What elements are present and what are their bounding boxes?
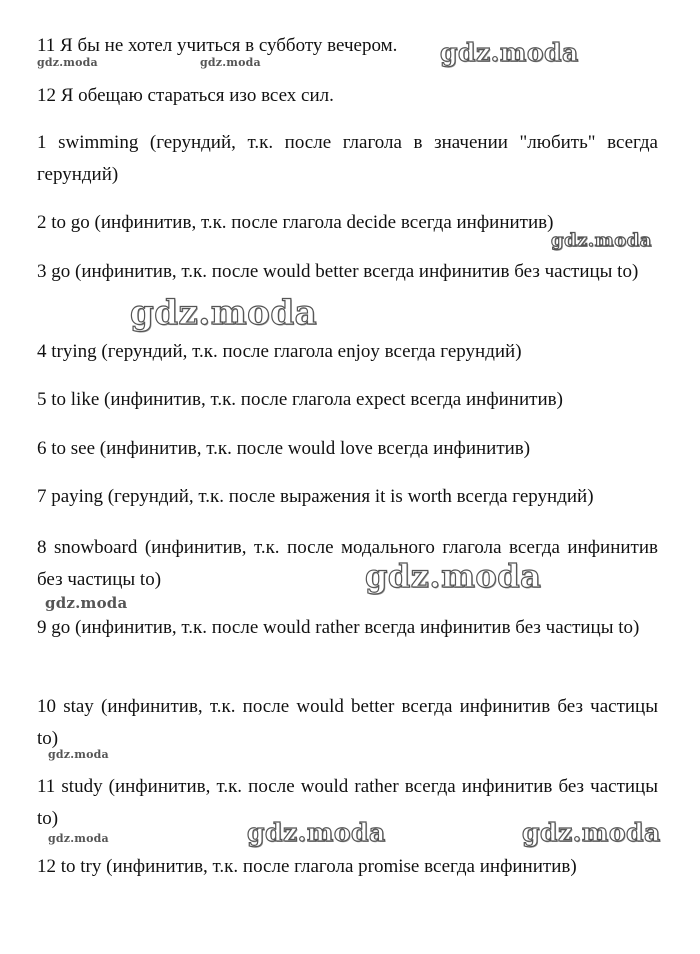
paragraph-9: 7 paying (герундий, т.к. после выражения it is worth всегда герундий) bbox=[37, 486, 594, 507]
watermark-small: gdz.moda bbox=[45, 594, 128, 612]
paragraph-11: 9 go (инфинитив, т.к. после would rather всегда инфинитив без частицы to) bbox=[37, 617, 640, 638]
paragraph-13: 11 study (инфинитив, т.к. после would rather всегда инфинитив без частицы to) bbox=[37, 776, 658, 829]
paragraph-2: 12 Я обещаю стараться изо всех сил. bbox=[37, 85, 334, 106]
paragraph-1: 11 Я бы не хотел учиться в субботу вечером. bbox=[37, 35, 398, 56]
watermark-small: gdz.moda bbox=[48, 832, 109, 845]
paragraph-6: 4 trying (герундий, т.к. после глагола enjoy всегда герундий) bbox=[37, 341, 522, 362]
paragraph-3: 1 swimming (герундий, т.к. после глагола в значении "любить" всегда герундий) bbox=[37, 132, 658, 185]
paragraph-4: 2 to go (инфинитив, т.к. после глагола decide всегда инфинитив) bbox=[37, 212, 554, 233]
watermark-large: gdz.moda bbox=[440, 38, 579, 67]
watermark-large: gdz.moda bbox=[551, 230, 652, 251]
paragraph-14: 12 to try (инфинитив, т.к. после глагола promise всегда инфинитив) bbox=[37, 856, 577, 877]
watermark-large: gdz.moda bbox=[247, 818, 386, 847]
watermark-large: gdz.moda bbox=[522, 818, 661, 847]
watermark-small: gdz.moda bbox=[37, 56, 98, 69]
paragraph-7: 5 to like (инфинитив, т.к. после глагола expect всегда инфинитив) bbox=[37, 389, 563, 410]
paragraph-8: 6 to see (инфинитив, т.к. после would love всегда инфинитив) bbox=[37, 438, 531, 459]
watermark-large: gdz.moda bbox=[130, 293, 318, 333]
paragraph-5: 3 go (инфинитив, т.к. после would better всегда инфинитив без частицы to) bbox=[37, 261, 639, 282]
watermark-small: gdz.moda bbox=[48, 748, 109, 761]
watermark-small: gdz.moda bbox=[200, 56, 261, 69]
paragraph-12: 10 stay (инфинитив, т.к. после would better всегда инфинитив без частицы to) bbox=[37, 696, 658, 749]
watermark-large: gdz.moda bbox=[365, 557, 542, 595]
paragraph-10: 8 snowboard (инфинитив, т.к. после модального глагола всегда инфинитив без частицы to) bbox=[37, 537, 658, 590]
